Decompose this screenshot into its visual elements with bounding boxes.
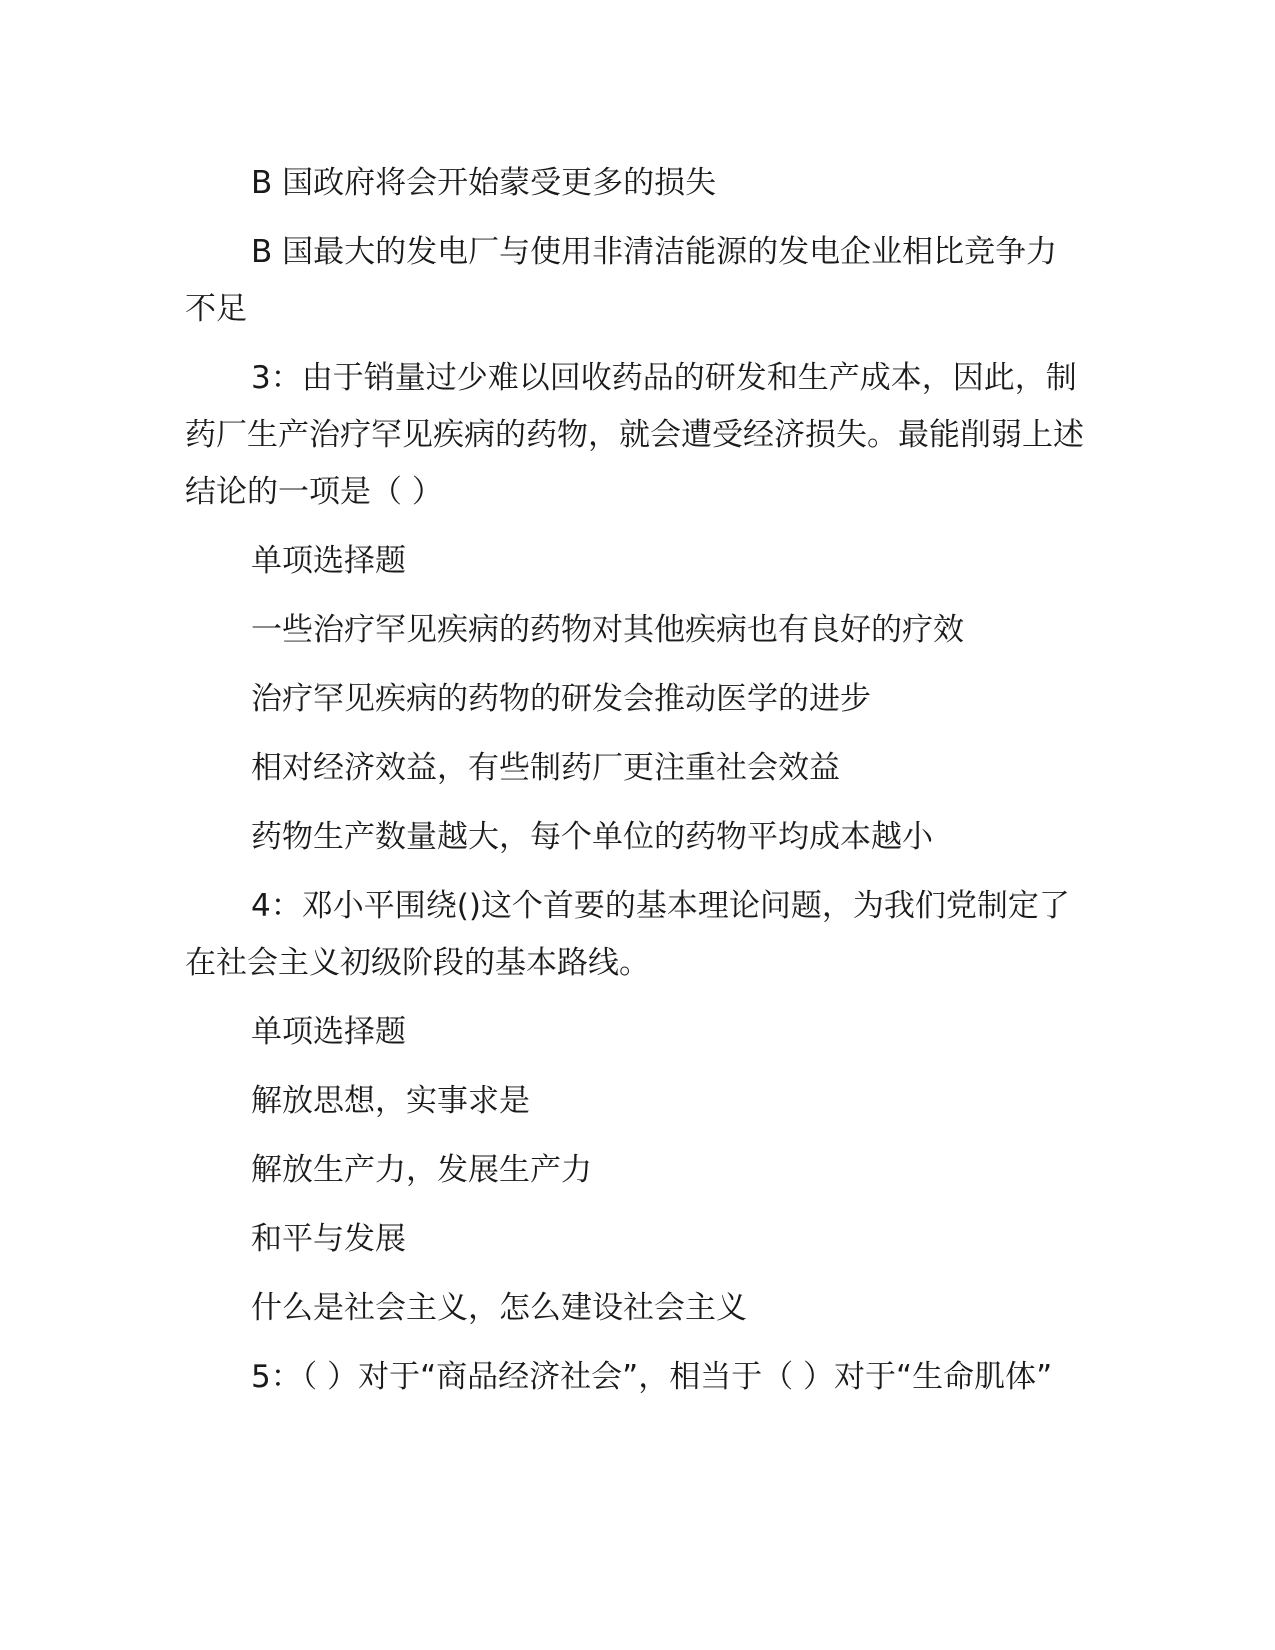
option-text: 解放生产力，发展生产力 <box>251 1152 592 1188</box>
question-type: 单项选择题 <box>251 1014 406 1050</box>
question-text: 4：邓小平围绕()这个首要的基本理论问题，为我们党制定了在社会主义初级阶段的基本路线。 <box>185 888 1070 981</box>
question-text: 3：由于销量过少难以回收药品的研发和生产成本，因此，制药厂生产治疗罕见疾病的药物，就会遭受经济损失。最能削弱上述结论的一项是（ ） <box>185 360 1084 510</box>
option-text: 药物生产数量越大，每个单位的药物平均成本越小 <box>251 819 933 855</box>
option-text: 和平与发展 <box>251 1221 406 1257</box>
question-type: 单项选择题 <box>251 543 406 579</box>
option-text: 解放思想，实事求是 <box>251 1083 530 1119</box>
question-text: 5：（ ）对于“商品经济社会”，相当于（ ）对于“生命肌体” <box>251 1359 1053 1395</box>
option-text: 相对经济效益，有些制药厂更注重社会效益 <box>251 750 840 786</box>
option-text: B 国最大的发电厂与使用非清洁能源的发电企业相比竞争力不足 <box>185 234 1058 327</box>
option-text: B 国政府将会开始蒙受更多的损失 <box>251 165 717 201</box>
document-body <box>185 155 1085 1418</box>
option-text: 一些治疗罕见疾病的药物对其他疾病也有良好的疗效 <box>251 612 964 648</box>
option-text: 什么是社会主义，怎么建设社会主义 <box>251 1290 747 1326</box>
option-text: 治疗罕见疾病的药物的研发会推动医学的进步 <box>251 681 871 717</box>
